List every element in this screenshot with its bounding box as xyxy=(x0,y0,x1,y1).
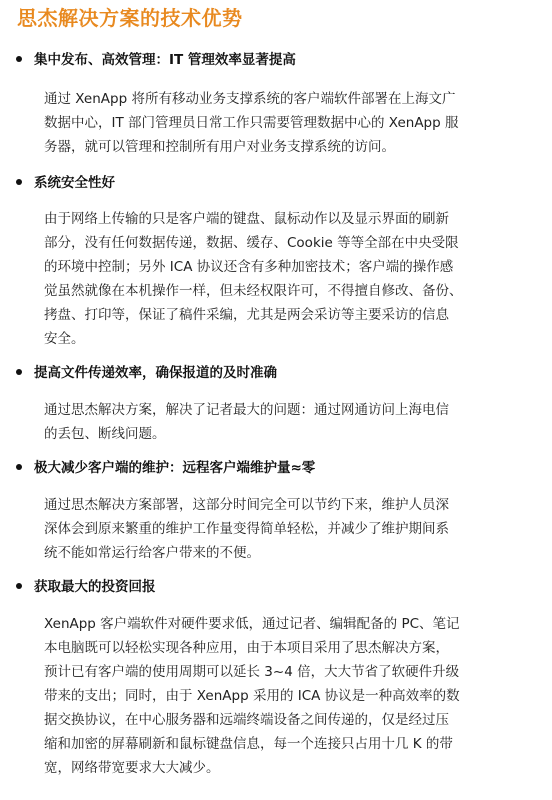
body-line: 带来的支出；同时，由于 XenApp 采用的 ICA 协议是一种高效率的数 xyxy=(44,688,460,704)
body-line: 据交换协议，在中心服务器和远端终端设备之间传递的，仅是经过压 xyxy=(44,712,449,728)
section-heading-roi xyxy=(16,577,156,597)
body-line: 通过思杰解决方案部署，这部分时间完全可以节约下来，维护人员深 xyxy=(44,497,449,513)
body-line: 本电脑既可以轻松实现各种应用，由于本项目采用了思杰解决方案， xyxy=(44,640,449,656)
bullet-icon xyxy=(16,583,22,589)
body-line: 由于网络上传输的只是客户端的键盘、鼠标动作以及显示界面的刷新 xyxy=(44,211,449,227)
body-line: 部分，没有任何数据传递，数据、缓存、Cookie 等等全部在中央受限 xyxy=(44,235,459,251)
section-heading-text: 集中发布、高效管理：IT 管理效率显著提高 xyxy=(34,52,296,68)
section-heading-text: 获取最大的投资回报 xyxy=(34,579,156,595)
section-heading-centralized-management xyxy=(16,50,296,70)
bullet-icon xyxy=(16,179,22,185)
body-line: XenApp 客户端软件对硬件要求低，通过记者、编辑配备的 PC、笔记 xyxy=(44,616,460,632)
body-line: 拷盘、打印等，保证了稿件采编，尤其是两会采访等主要采访的信息 xyxy=(44,307,449,323)
page-title: 思杰解决方案的技术优势 xyxy=(17,6,243,30)
body-line: 统不能如常运行给客户带来的不便。 xyxy=(44,545,260,561)
body-line: 务器，就可以管理和控制所有用户对业务支撑系统的访问。 xyxy=(44,139,395,155)
body-line: 深体会到原来繁重的维护工作量变得简单轻松，并减少了维护期间系 xyxy=(44,521,449,537)
body-line: 通过 XenApp 将所有移动业务支撑系统的客户端软件部署在上海文广 xyxy=(44,91,456,107)
bullet-icon xyxy=(16,369,22,375)
bullet-icon xyxy=(16,56,22,62)
section-heading-security xyxy=(16,173,115,193)
body-line: 的丢包、断线问题。 xyxy=(44,426,166,442)
body-line: 预计已有客户端的使用周期可以延长 3~4 倍，大大节省了软硬件升级 xyxy=(44,664,460,680)
section-heading-client-maintenance xyxy=(16,458,315,478)
section-heading-text: 提高文件传递效率，确保报道的及时准确 xyxy=(34,365,277,381)
body-line: 通过思杰解决方案，解决了记者最大的问题：通过网通访问上海电信 xyxy=(44,402,449,418)
section-heading-text: 极大减少客户端的维护：远程客户端维护量≈零 xyxy=(34,460,316,476)
body-line: 安全。 xyxy=(44,331,85,347)
section-heading-text: 系统安全性好 xyxy=(34,175,115,191)
section-heading-file-transfer xyxy=(16,363,277,383)
body-line: 宽，网络带宽要求大大减少。 xyxy=(44,760,220,776)
body-line: 数据中心，IT 部门管理员日常工作只需要管理数据中心的 XenApp 服 xyxy=(44,115,459,131)
body-line: 的环境中控制；另外 ICA 协议还含有多种加密技术；客户端的操作感 xyxy=(44,259,454,275)
bullet-icon xyxy=(16,464,22,470)
body-line: 觉虽然就像在本机操作一样，但未经权限许可，不得擅自修改、备份、 xyxy=(44,283,463,299)
body-line: 缩和加密的屏幕刷新和鼠标键盘信息，每一个连接只占用十几 K 的带 xyxy=(44,736,453,752)
